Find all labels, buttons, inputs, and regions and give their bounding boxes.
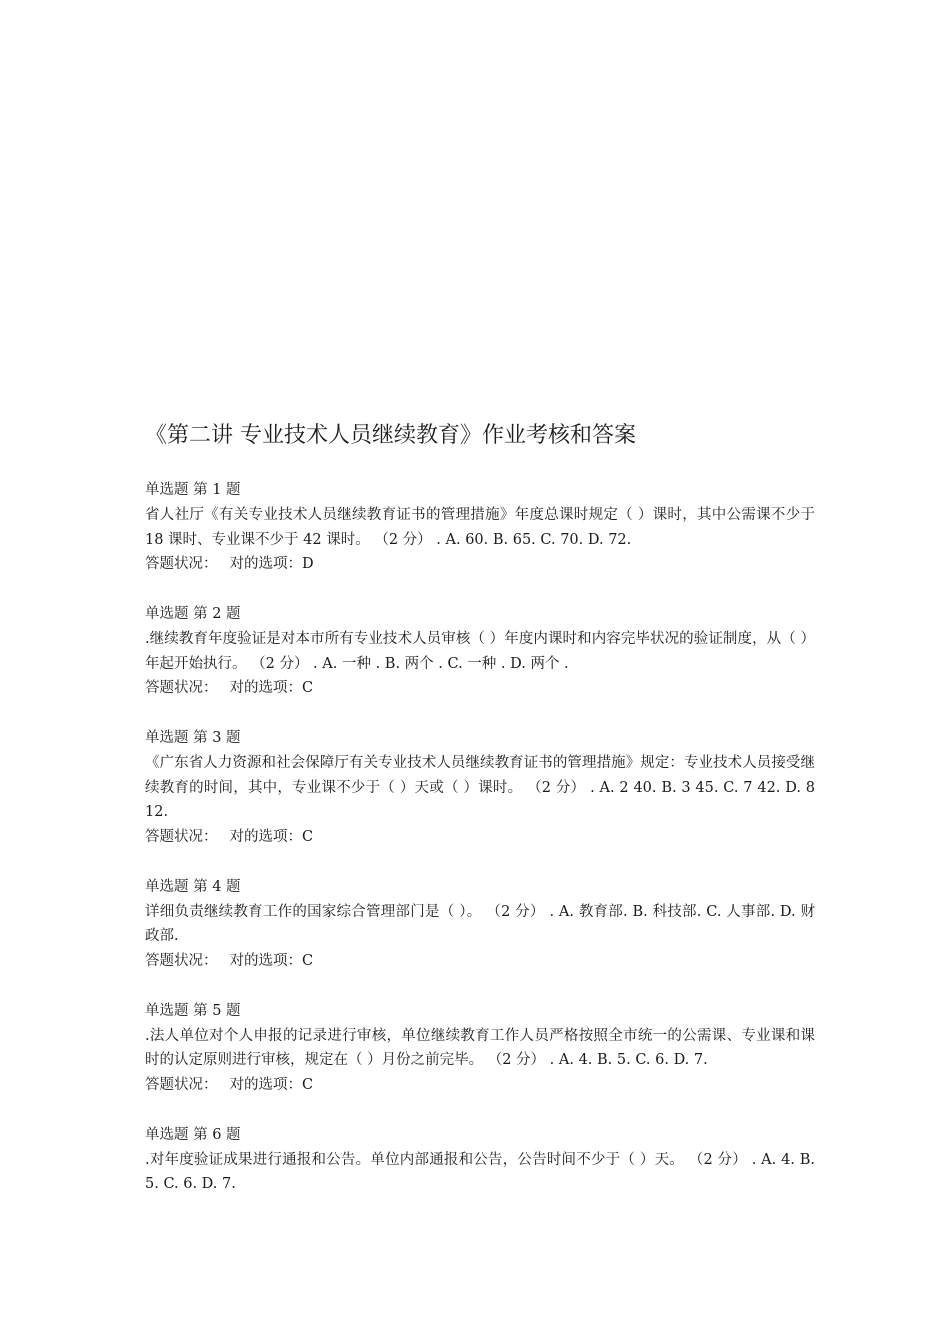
question-2 bbox=[145, 602, 815, 701]
answer-status bbox=[145, 552, 815, 577]
status-label: 答题状况： bbox=[145, 953, 218, 970]
document-title: 《第二讲 专业技术人员继续教育》作业考核和答案 bbox=[145, 423, 636, 448]
status-label: 答题状况： bbox=[145, 680, 218, 697]
question-text: 省人社厅《有关专业技术人员继续教育证书的管理措施》年度总课时规定（ ）课时，其中公需课不少于 18 课时、专业课不少于 42 课时。 （2 分） . A. 60. B. 65. C. 70. D. 72. bbox=[145, 506, 815, 548]
status-label: 答题状况： bbox=[145, 829, 218, 846]
question-6 bbox=[145, 1123, 815, 1197]
question-header: 单选题 第 1 题 bbox=[145, 482, 241, 498]
question-header: 单选题 第 3 题 bbox=[145, 729, 241, 746]
correct-answer: 对的选项：C bbox=[229, 680, 314, 697]
question-header: 单选题 第 5 题 bbox=[145, 1002, 241, 1019]
question-text: 详细负责继续教育工作的国家综合管理部门是（ ）。 （2 分） . A. 教育部. B. 科技部. C. 人事部. D. 财政部. bbox=[145, 903, 815, 945]
answer-status bbox=[145, 1073, 815, 1098]
question-3 bbox=[145, 726, 815, 850]
correct-answer: 对的选项：D bbox=[229, 556, 314, 573]
document-page bbox=[145, 418, 815, 1222]
question-text: .对年度验证成果进行通报和公告。单位内部通报和公告，公告时间不少于（ ）天。 （2 分） . A. 4. B. 5. C. 6. D. 7. bbox=[145, 1151, 815, 1193]
answer-status bbox=[145, 949, 815, 974]
answer-status bbox=[145, 825, 815, 850]
question-4 bbox=[145, 875, 815, 974]
correct-answer: 对的选项：C bbox=[229, 1077, 314, 1094]
status-label: 答题状况： bbox=[145, 1077, 218, 1094]
question-text: 《广东省人力资源和社会保障厅有关专业技术人员继续教育证书的管理措施》规定：专业技术人员接受继续教育的时间，其中，专业课不少于（ ）天或（ ）课时。 （2 分） . A. 2 40. B. 3 45. C. 7 42. D. 8 12. bbox=[145, 754, 815, 821]
question-1 bbox=[145, 478, 815, 577]
question-header: 单选题 第 6 题 bbox=[145, 1126, 241, 1143]
question-text: .法人单位对个人申报的记录进行审核，单位继续教育工作人员严格按照全市统一的公需课、专业课和课时的认定原则进行审核，规定在（ ）月份之前完毕。 （2 分） . A. 4. B. 5. C. 6. D. 7. bbox=[145, 1027, 815, 1069]
question-header: 单选题 第 2 题 bbox=[145, 605, 241, 622]
question-5 bbox=[145, 999, 815, 1098]
correct-answer: 对的选项：C bbox=[229, 829, 314, 846]
correct-answer: 对的选项：C bbox=[229, 953, 314, 970]
status-label: 答题状况： bbox=[145, 556, 218, 573]
question-text: .继续教育年度验证是对本市所有专业技术人员审核（ ）年度内课时和内容完毕状况的验证制度，从（ ）年起开始执行。 （2 分） . A. 一种 . B. 两个 . C. 一种 . D. 两个 . bbox=[145, 630, 815, 672]
question-header: 单选题 第 4 题 bbox=[145, 878, 241, 895]
answer-status bbox=[145, 676, 815, 701]
